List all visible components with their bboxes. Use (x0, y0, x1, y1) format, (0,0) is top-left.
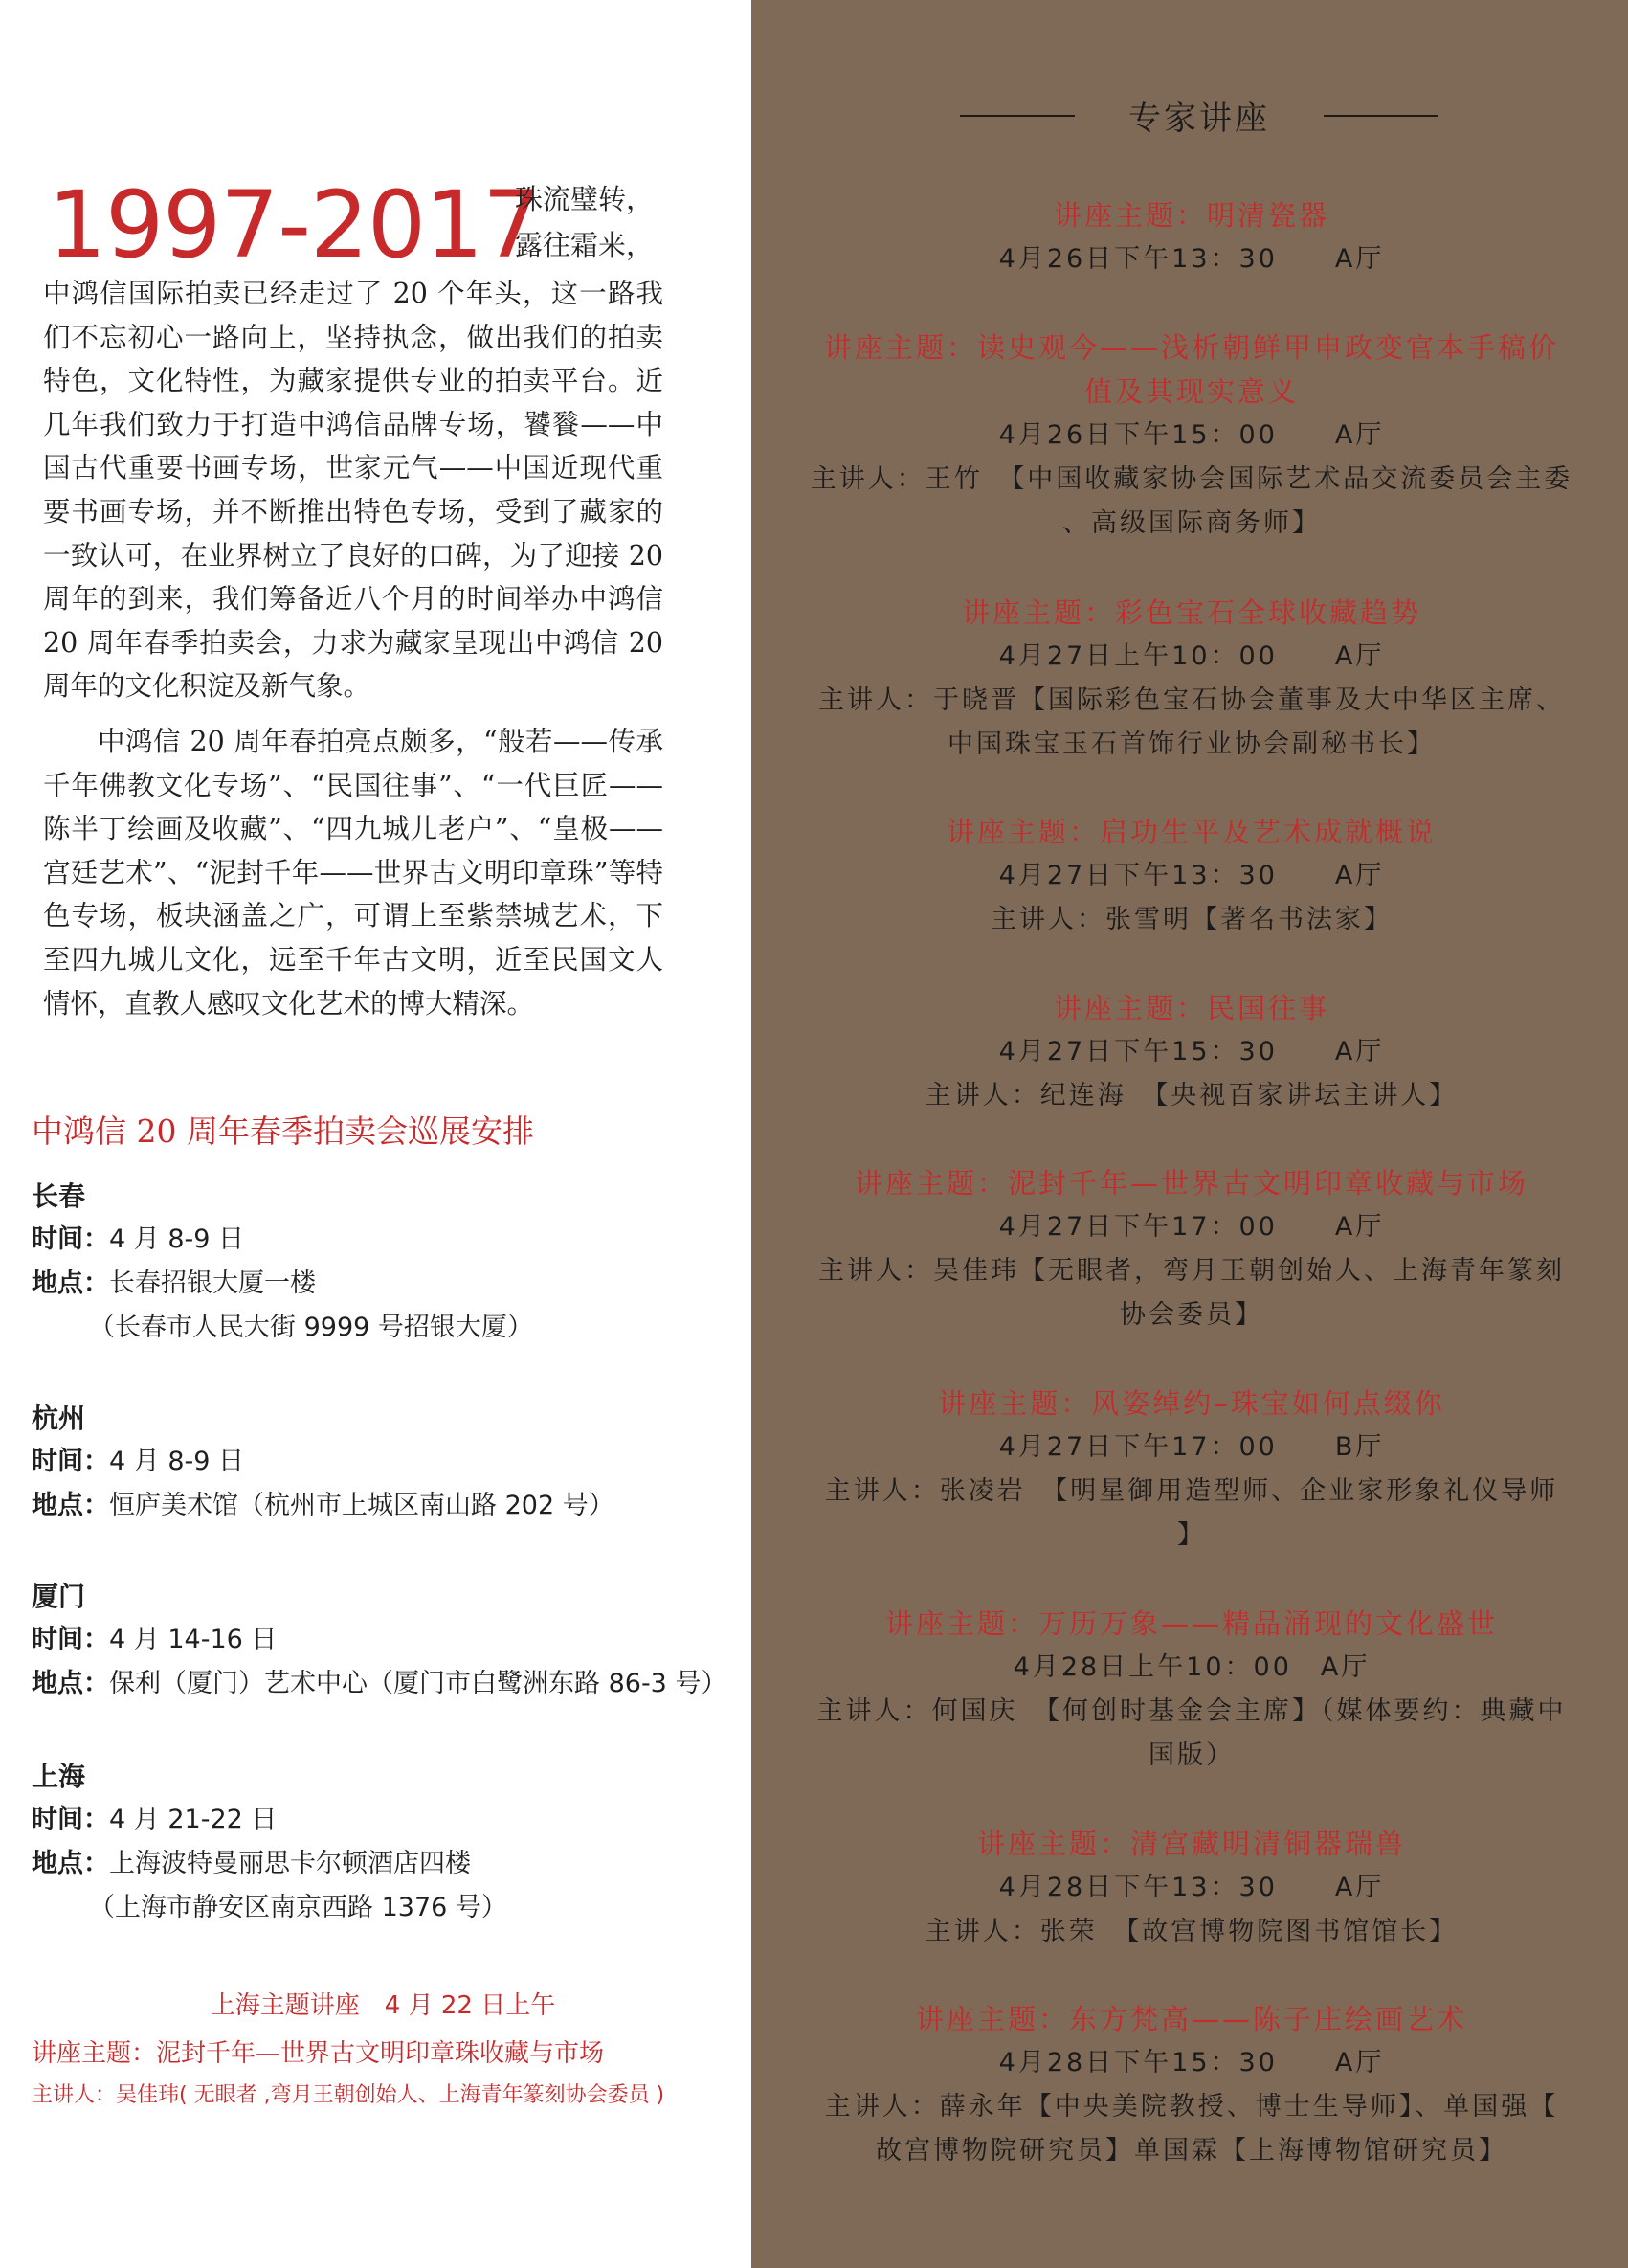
time-label: 时间： (32, 1805, 109, 1834)
lecture-header (960, 92, 1438, 140)
time-label: 时间： (32, 1224, 109, 1254)
lecture-item (770, 1161, 1613, 1337)
lecture-topic: 讲座主题：民国往事 (1053, 992, 1329, 1024)
lecture-topic: 讲座主题：清宫藏明清铜器瑞兽 (976, 1828, 1406, 1860)
lecture-item (770, 1822, 1613, 1954)
place-label: 地点： (32, 1669, 109, 1698)
lecture-item (770, 1381, 1613, 1558)
city-time: 4 月 8-9 日 (109, 1224, 245, 1254)
lecture-speaker: 主讲人：王竹 【中国收藏家协会国际艺术品交流委员会主委 (810, 464, 1573, 494)
tagline-line-1: 珠流璧转， (515, 183, 655, 215)
city-place-row (32, 1262, 740, 1306)
lecture-time: 4月28日上午10：00 A厅 (1013, 1652, 1371, 1682)
city-name: 杭州 (32, 1403, 86, 1434)
city-time-row (32, 1218, 740, 1262)
city-hangzhou (32, 1398, 740, 1528)
city-time: 4 月 21-22 日 (109, 1805, 278, 1834)
place-label: 地点： (32, 1849, 109, 1878)
lecture-speaker: 主讲人：薛永年【中央美院教授、博士生导师】、单国强【 (824, 2092, 1559, 2122)
city-address: （长春市人民大街 9999 号招银大厦） (89, 1313, 533, 1342)
intro-paragraph-2: 中鸿信 20 周年春拍亮点颇多，“般若——传承千年佛教文化专场”、“民国往事”、“一代巨匠——陈半丁绘画及收藏”、“四九城儿老户”、“皇极——宫廷艺术”、“泥封千年——世界古文明印章珠”等特色专场，板块涵盖之广，可谓上至紫禁城艺术，下至四九城儿文化，远至千年古文明，近至民国文人情怀，直教人感叹文化艺术的博大精深。 (43, 725, 663, 1020)
lecture-speaker: 主讲人：张凌岩 【明星御用造型师、企业家形象礼仪导师 (824, 1476, 1559, 1506)
tagline-line-2: 露往霜来， (515, 229, 655, 261)
city-address: （上海市静安区南京西路 1376 号） (89, 1893, 507, 1922)
city-name: 厦门 (32, 1581, 86, 1612)
intro-paragraph-1: 中鸿信国际拍卖已经走过了 20 个年头，这一路我们不忘初心一路向上，坚持执念，做出我们的拍卖特色，文化特性，为藏家提供专业的拍卖平台。近几年我们致力于打造中鸿信品牌专场，饕餮——中国古代重要书画专场，世家元气——中国近现代重要书画专场，并不断推出特色专场，受到了藏家的一致认可，在业界树立了良好的口碑，为了迎接 20 周年的到来，我们筹备近八个月的时间举办中鸿信 20 周年春季拍卖会，力求为藏家呈现出中鸿信 20 周年的文化积淀及新气象。 (43, 278, 663, 703)
lecture-item (770, 591, 1613, 767)
lecture-topic: 讲座主题：启功生平及艺术成就概说 (946, 816, 1437, 848)
city-changchun (32, 1176, 740, 1350)
lecture-speaker: 主讲人：张雪明【著名书法家】 (991, 905, 1393, 934)
place-label: 地点： (32, 1269, 109, 1298)
lecture-time: 4月27日下午17：00 A厅 (998, 1212, 1385, 1242)
lecture-speaker: 主讲人：纪连海 【央视百家讲坛主讲人】 (925, 1081, 1459, 1111)
lecture-topic: 讲座主题：泥封千年—世界古文明印章收藏与市场 (854, 1167, 1528, 1200)
city-time-row (32, 1440, 740, 1484)
lecture-speaker-cont: 故宫博物院研究员】单国霖【上海博物馆研究员】 (876, 2136, 1507, 2166)
lecture-topic: 讲座主题：明清瓷器 (1053, 199, 1329, 232)
city-name: 上海 (32, 1761, 86, 1792)
city-place-row (32, 1842, 740, 1886)
city-xiamen (32, 1576, 740, 1706)
lecture-item (770, 1602, 1613, 1778)
place-label: 地点： (32, 1491, 109, 1520)
lecture-item (770, 193, 1613, 281)
city-name: 长春 (32, 1180, 86, 1212)
lecture-item (770, 986, 1613, 1118)
lecture-speaker-cont: 、高级国际商务师】 (1062, 508, 1321, 538)
lecture-time: 4月27日下午17：00 B厅 (998, 1432, 1385, 1462)
city-shanghai (32, 1756, 740, 1930)
lecture-item (770, 1997, 1613, 2173)
shanghai-lecture-title: 上海主题讲座 4 月 22 日上午 (210, 1991, 556, 2020)
lecture-time: 4月26日下午15：00 A厅 (998, 420, 1385, 450)
lecture-time: 4月28日下午13：30 A厅 (998, 1873, 1385, 1902)
shanghai-lecture-speaker: 主讲人：吴佳玮( 无眼者 ,弯月王朝创始人、上海青年篆刻协会委员 ) (32, 2083, 665, 2107)
lecture-topic: 讲座主题：读史观今——浅析朝鲜甲申政变官本手稿价 (823, 331, 1559, 364)
shanghai-lecture-topic: 讲座主题：泥封千年—世界古文明印章珠收藏与市场 (32, 2039, 605, 2068)
anniversary-year: 1997-2017 (48, 171, 541, 279)
lecture-speaker-cont: 国版） (1149, 1740, 1235, 1770)
lecture-speaker: 主讲人：何国庆 【何创时基金会主席】（媒体要约：典藏中 (816, 1696, 1567, 1726)
city-place: 长春招银大厦一楼 (109, 1269, 316, 1298)
lecture-item (770, 326, 1613, 546)
lecture-topic: 讲座主题：万历万象——精品涌现的文化盛世 (884, 1607, 1498, 1640)
tour-schedule-title: 中鸿信 20 周年春季拍卖会巡展安排 (32, 1112, 534, 1150)
lecture-speaker: 主讲人：于晓晋【国际彩色宝石协会董事及大中华区主席、 (818, 685, 1565, 715)
city-time: 4 月 8-9 日 (109, 1447, 245, 1476)
lecture-time: 4月28日下午15：30 A厅 (998, 2048, 1385, 2077)
lecture-time: 4月26日下午13：30 A厅 (998, 244, 1385, 274)
city-time: 4 月 14-16 日 (109, 1625, 278, 1654)
lecture-speaker: 主讲人：吴佳玮【无眼者，弯月王朝创始人、上海青年篆刻 (818, 1256, 1565, 1286)
city-time-row (32, 1798, 740, 1842)
lecture-header-title: 专家讲座 (1128, 100, 1270, 138)
lecture-speaker-cont: 中国珠宝玉石首饰行业协会副秘书长】 (948, 730, 1436, 759)
lecture-time: 4月27日下午15：30 A厅 (998, 1037, 1385, 1067)
city-time-row (32, 1618, 740, 1662)
lecture-time: 4月27日下午13：30 A厅 (998, 861, 1385, 890)
lecture-item (770, 810, 1613, 942)
time-label: 时间： (32, 1447, 109, 1476)
time-label: 时间： (32, 1625, 109, 1654)
city-place: 上海波特曼丽思卡尔顿酒店四楼 (109, 1849, 471, 1878)
lecture-topic: 讲座主题：彩色宝石全球收藏趋势 (961, 596, 1421, 629)
lecture-speaker-cont: 】 (1177, 1520, 1206, 1550)
header-rule-right (1324, 115, 1438, 117)
city-place: 恒庐美术馆（杭州市上城区南山路 202 号） (109, 1491, 614, 1520)
city-place-row (32, 1484, 740, 1528)
lecture-topic: 讲座主题：东方梵高——陈子庄绘画艺术 (915, 2003, 1467, 2035)
lecture-topic: 讲座主题：风姿绰约–珠宝如何点缀你 (938, 1387, 1445, 1420)
intro-text (43, 272, 663, 1025)
lecture-speaker: 主讲人：张荣 【故宫博物院图书馆馆长】 (925, 1917, 1459, 1946)
city-place-row (32, 1662, 740, 1706)
city-place: 保利（厦门）艺术中心（厦门市白鹭洲东路 86-3 号） (109, 1669, 727, 1698)
lecture-topic-cont: 值及其现实意义 (1083, 375, 1299, 408)
lecture-time: 4月27日上午10：00 A厅 (998, 641, 1385, 671)
lecture-speaker-cont: 协会委员】 (1120, 1300, 1263, 1330)
